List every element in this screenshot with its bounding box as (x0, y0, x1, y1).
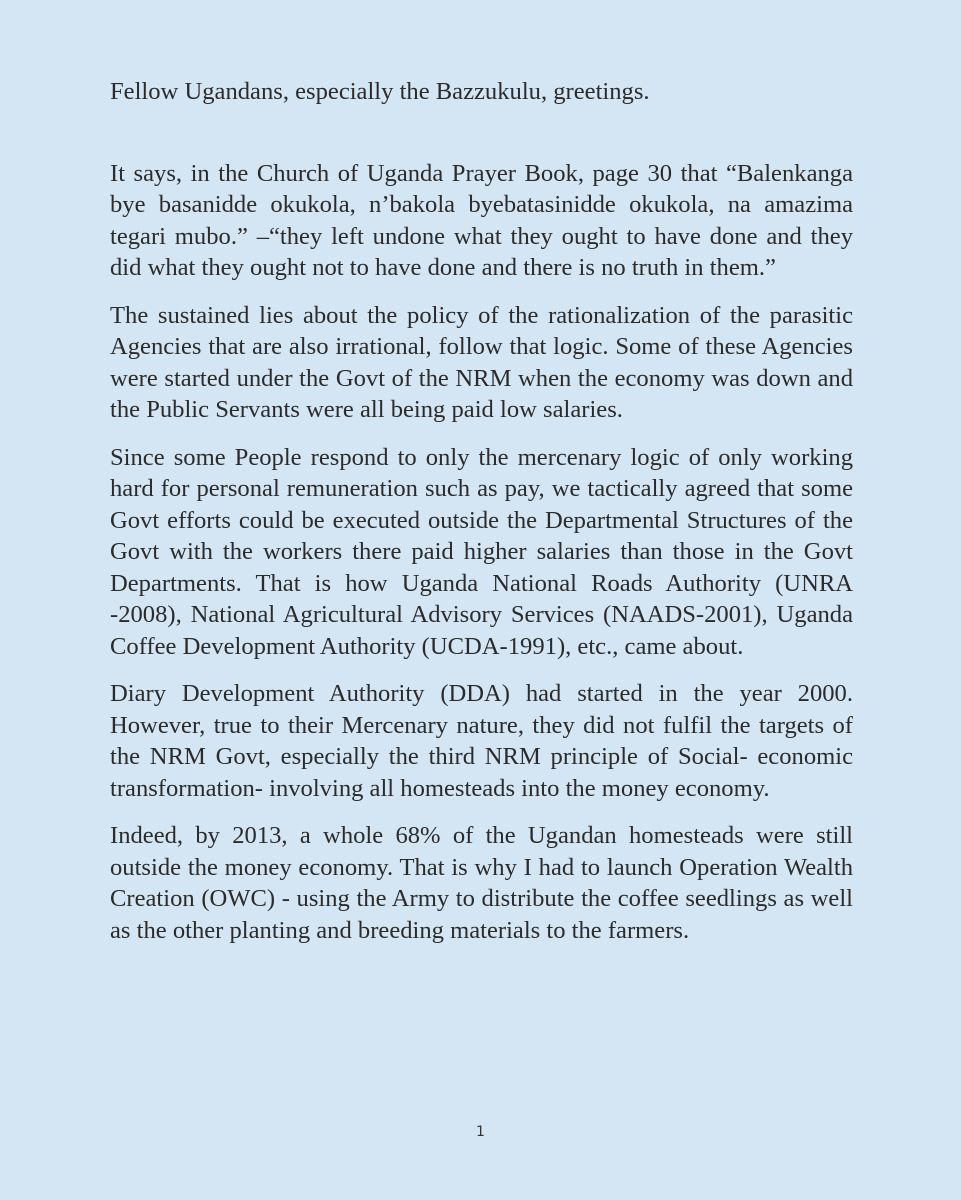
mercenary-logic-paragraph: Since some People respond to only the mercenary logic of only working hard for personal remuneration such as pay, we tactically agreed that some Govt efforts could be executed outside the Departmental Structures of the Govt with the workers there paid higher salaries than those in the Govt Departments. That is how Uganda National Roads Authority (UNRA -2008), National Agricultural Advisory Services (NAADS-2001), Uganda Coffee Development Authority (UCDA-1991), etc., came about. (110, 443, 853, 660)
agencies-lies-paragraph: The sustained lies about the policy of the rationalization of the parasitic Agencies that are also irrational, follow that logic. Some of these Agencies were started under the Govt of the NRM when the economy was down and the Public Servants were all being paid low salaries. (110, 301, 853, 423)
greeting-paragraph: Fellow Ugandans, especially the Bazzukulu, greetings. (110, 78, 650, 105)
document-page (110, 76, 853, 946)
dda-paragraph: Diary Development Authority (DDA) had started in the year 2000. However, true to their Mercenary nature, they did not fulfil the targets of the NRM Govt, especially the third NRM principle of Social- economic transformation- involving all homesteads into the money economy. (110, 680, 853, 802)
page-number: 1 (476, 1124, 485, 1140)
prayer-book-paragraph: It says, in the Church of Uganda Prayer Book, page 30 that “Balenkanga bye basanidde okukola, n’bakola byebatasinidde okukola, na amazima tegari mubo.” –“they left undone what they ought to have done and they did what they ought not to have done and there is no truth in them.” (110, 159, 853, 281)
owc-paragraph: Indeed, by 2013, a whole 68% of the Ugandan homesteads were still outside the money economy. That is why I had to launch Operation Wealth Creation (OWC) - using the Army to distribute the coffee seedlings as well as the other planting and breeding materials to the farmers. (110, 822, 853, 944)
